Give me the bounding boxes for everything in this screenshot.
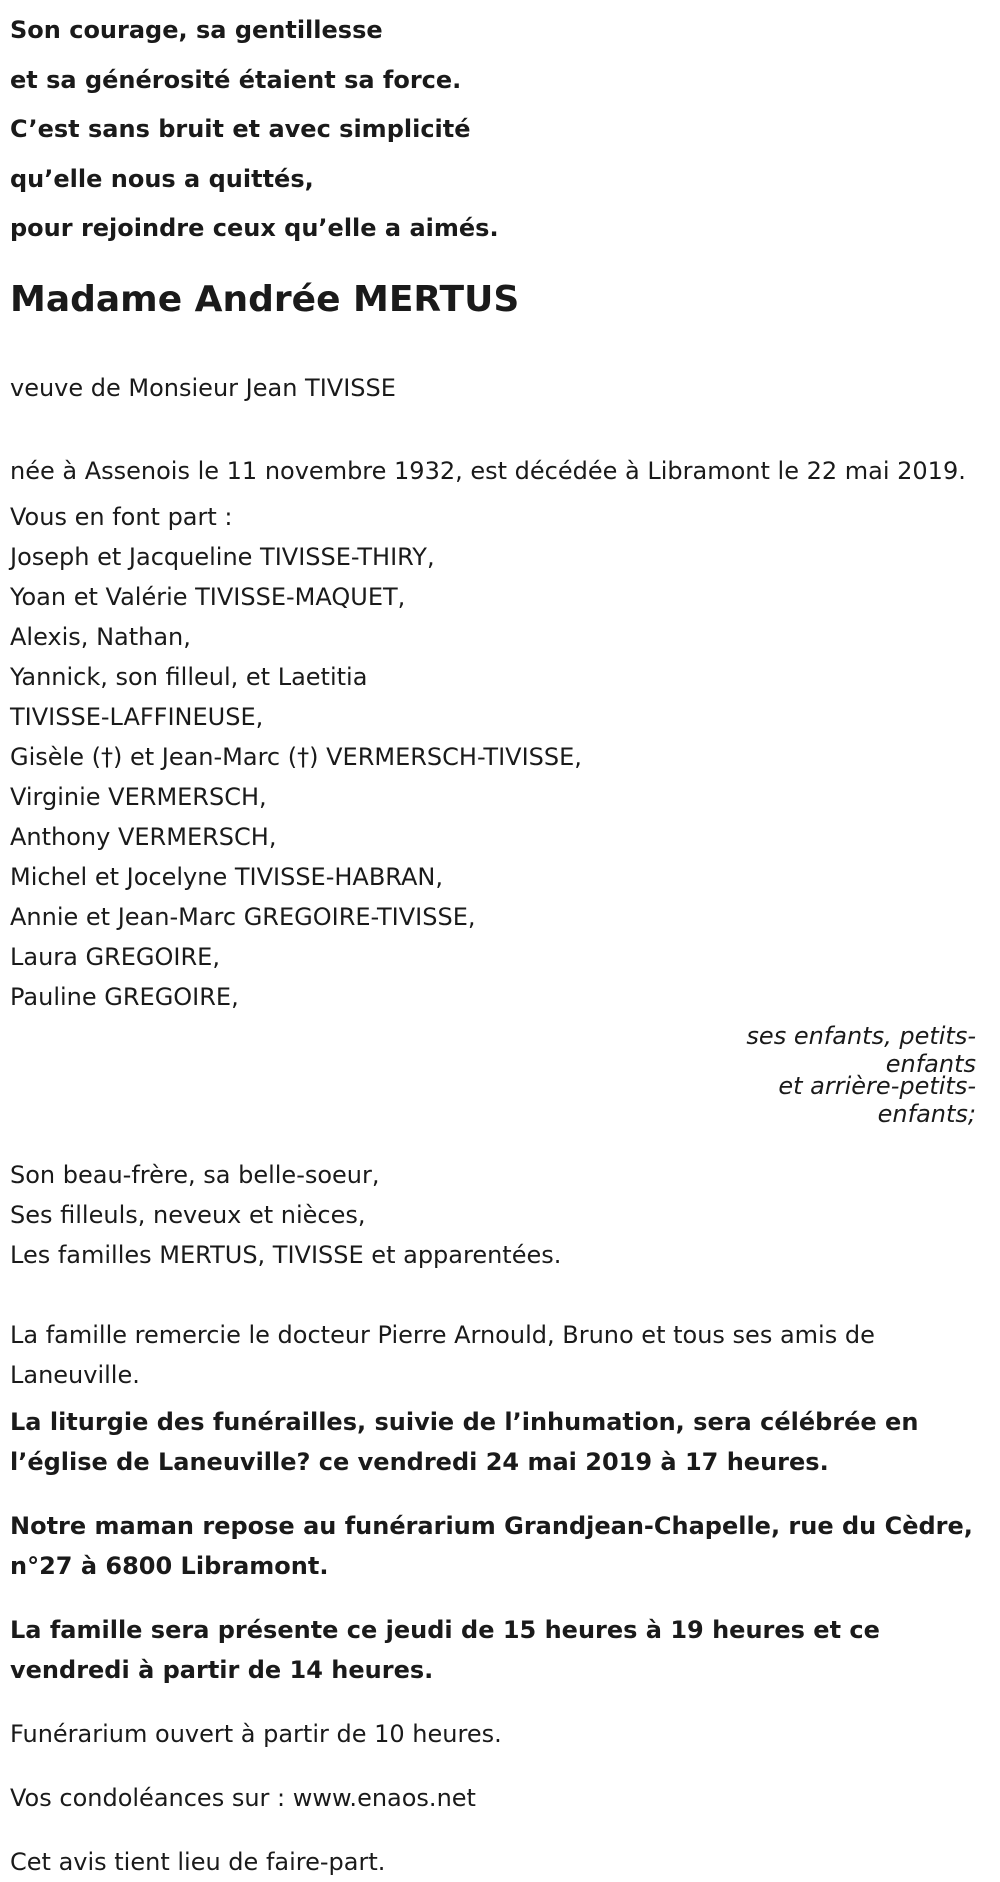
widow-of: veuve de Monsieur Jean TIVISSE	[10, 373, 396, 402]
family-relation	[10, 1021, 990, 1128]
family-line: Virginie VERMERSCH,	[10, 782, 267, 811]
intro-line: pour rejoindre ceux qu’elle a aimés.	[10, 214, 499, 242]
family-line: Gisèle (†) et Jean-Marc (†) VERMERSCH-TIVISSE,	[10, 742, 582, 771]
intro-line: Son courage, sa gentillesse	[10, 16, 383, 44]
other-relatives	[10, 1155, 990, 1275]
birth-death-info: née à Assenois le 11 novembre 1932, est décédée à Libramont le 22 mai 2019.	[10, 456, 966, 485]
family-line: Alexis, Nathan,	[10, 622, 191, 651]
opening-hours: Funérarium ouvert à partir de 10 heures.	[10, 1719, 502, 1748]
thanks-paragraph: La famille remercie le docteur Pierre Arnould, Bruno et tous ses amis de Laneuville.	[10, 1320, 875, 1389]
family-line: Anthony VERMERSCH,	[10, 822, 277, 851]
relation-line: ses enfants, petits-	[746, 1021, 976, 1050]
intro-line: et sa générosité étaient sa force.	[10, 65, 462, 94]
family-line: Laura GREGOIRE,	[10, 942, 220, 971]
announce-label: Vous en font part :	[10, 502, 233, 531]
family-line: Yoan et Valérie TIVISSE-MAQUET,	[10, 582, 406, 611]
family-announcement	[10, 497, 990, 1017]
family-line: Yannick, son filleul, et Laetitia	[10, 662, 368, 691]
condolences-info: Vos condoléances sur : www.enaos.net	[10, 1783, 476, 1812]
family-line: Pauline GREGOIRE,	[10, 982, 239, 1011]
relative-line: Son beau-frère, sa belle-soeur,	[10, 1160, 380, 1189]
family-line: Joseph et Jacqueline TIVISSE-THIRY,	[10, 542, 435, 571]
deceased-name: Madame Andrée MERTUS	[10, 278, 520, 320]
family-presence-info: La famille sera présente ce jeudi de 15 heures à 19 heures et ce vendredi à partir de 14 heures.	[10, 1615, 880, 1684]
relation-line: enfants	[885, 1049, 976, 1078]
intro-line: C’est sans bruit et avec simplicité	[10, 115, 471, 143]
relative-line: Les familles MERTUS, TIVISSE et apparentées.	[10, 1240, 562, 1269]
relative-line: Ses filleuls, neveux et nièces,	[10, 1200, 366, 1229]
relation-line: enfants;	[877, 1099, 976, 1128]
funeral-info: La liturgie des funérailles, suivie de l’inhumation, sera célébrée en l’église de Laneuville? ce vendredi 24 mai 2019 à 17 heures.	[10, 1407, 919, 1476]
resting-place-info: Notre maman repose au funérarium Grandjean-Chapelle, rue du Cèdre, n°27 à 6800 Libramont.	[10, 1511, 973, 1580]
intro-line: qu’elle nous a quittés,	[10, 164, 314, 193]
relation-line: et arrière-petits-	[778, 1071, 976, 1100]
family-line: TIVISSE-LAFFINEUSE,	[10, 702, 264, 731]
intro-verse	[10, 0, 990, 254]
notice-text: Cet avis tient lieu de faire-part.	[10, 1847, 386, 1876]
family-line: Michel et Jocelyne TIVISSE-HABRAN,	[10, 862, 444, 891]
family-line: Annie et Jean-Marc GREGOIRE-TIVISSE,	[10, 902, 476, 931]
